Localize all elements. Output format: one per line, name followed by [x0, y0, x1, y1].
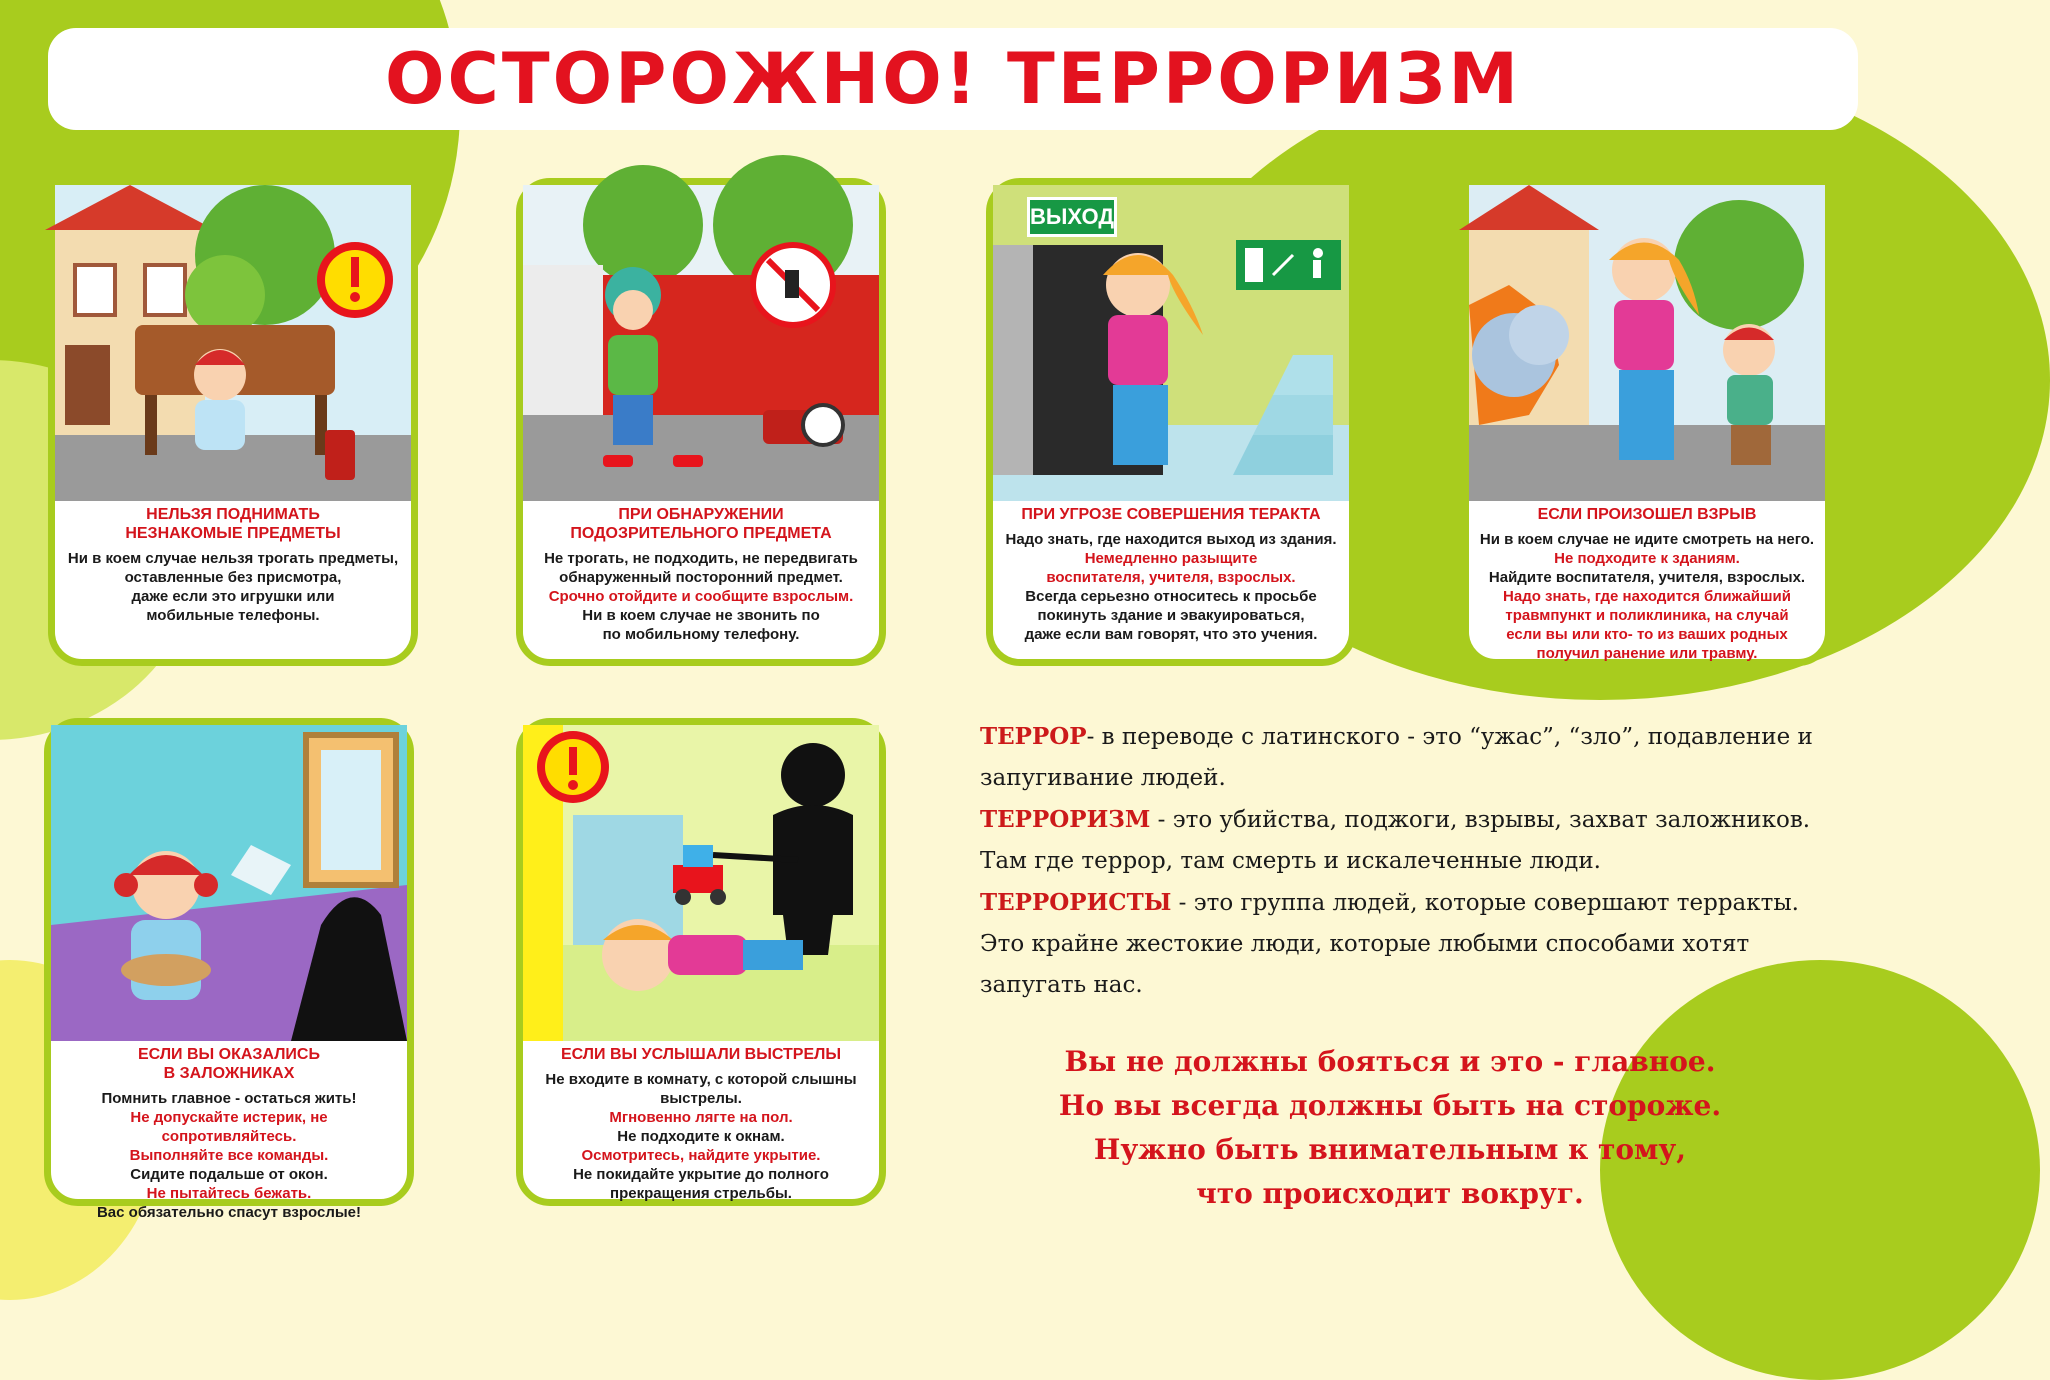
term: ТЕРРОРИЗМ [980, 806, 1151, 833]
girl-bench-illustration [55, 185, 411, 501]
card-illustration [1469, 185, 1825, 501]
card-line: обнаруженный посторонний предмет. [559, 569, 843, 586]
card-text [523, 1045, 879, 1209]
card-line: Ни в коем случае не идите смотреть на него. [1479, 531, 1815, 548]
card-line: оставленные без присмотра, [124, 569, 342, 586]
card-line: Не трогать, не подходить, не передвигать [544, 550, 858, 567]
definition-line [980, 965, 1840, 1006]
card-illustration [523, 185, 879, 501]
card-line: Найдите воспитателя, учителя, взрослых. [1488, 569, 1806, 586]
card-illustration [51, 725, 407, 1041]
slogan-line: Вы не должны бояться и это - главное. [1064, 1045, 1716, 1078]
definitions-block [980, 716, 1840, 1006]
definition-text: - это убийства, поджоги, взрывы, захват заложников. [1150, 807, 1811, 833]
explosion-illustration [1469, 185, 1825, 501]
card-text [523, 505, 879, 669]
card-title: ПРИ ОБНАРУЖЕНИИ ПОДОЗРИТЕЛЬНОГО ПРЕДМЕТА [570, 506, 832, 542]
slogan-line: что происходит вокруг. [1196, 1177, 1584, 1210]
page-title: ОСТОРОЖНО! ТЕРРОРИЗМ [385, 38, 1521, 120]
card-title: ЕСЛИ ПРОИЗОШЕЛ ВЗРЫВ [1537, 506, 1757, 523]
card-line: Ни в коем случае не звонить по [582, 607, 820, 624]
card-line: Осмотритесь, найдите укрытие. [581, 1147, 821, 1164]
card-title: ЕСЛИ ВЫ УСЛЫШАЛИ ВЫСТРЕЛЫ [560, 1046, 842, 1063]
card-title: ЕСЛИ ВЫ ОКАЗАЛИСЬ В ЗАЛОЖНИКАХ [138, 1046, 320, 1082]
card-explosion [1462, 178, 1832, 666]
card-line: Срочно отойдите и сообщите взрослым. [548, 588, 854, 605]
card-line: Надо знать, где находится ближайший [1503, 588, 1791, 605]
slogan-block [1040, 1040, 1740, 1216]
card-terror-threat [986, 178, 1356, 666]
card-line: даже если вам говорят, что это учения. [1024, 626, 1318, 643]
card-line: Мгновенно лягте на пол. [609, 1109, 793, 1126]
slogan-line: Но вы всегда должны быть на стороже. [1058, 1089, 1722, 1122]
card-line: Сидите подальше от окон. [130, 1166, 328, 1183]
card-line: даже если это игрушки или [131, 588, 335, 605]
card-line: Вас обязательно спасут взрослые! [96, 1204, 362, 1221]
card-title: НЕЛЬЗЯ ПОДНИМАТЬ НЕЗНАКОМЫЕ ПРЕДМЕТЫ [125, 506, 341, 542]
card-title: ПРИ УГРОЗЕ СОВЕРШЕНИЯ ТЕРАКТА [1021, 506, 1321, 523]
definition-text: - это группа людей, которые совершают терракты. [1171, 890, 1799, 916]
card-text [51, 1045, 407, 1221]
definition-text: Это крайне жестокие люди, которые любыми способами хотят [980, 931, 1750, 957]
card-line: прекращения стрельбы. [610, 1185, 792, 1202]
card-unknown-objects [48, 178, 418, 666]
term: ТЕРРОР [980, 723, 1087, 750]
definition-text: - в переводе с латинского - это “ужас”, “зло”, подавление и [1086, 724, 1813, 750]
card-line: воспитателя, учителя, взрослых. [1046, 569, 1296, 586]
title-banner [48, 28, 1858, 130]
card-suspicious-object [516, 178, 886, 666]
card-line: Не подходите к окнам. [617, 1128, 785, 1145]
exit-sign-label: ВЫХОД [1029, 204, 1115, 229]
card-text [55, 505, 411, 669]
card-line: Немедленно разыщите [1084, 550, 1258, 567]
definition-line [980, 882, 1840, 924]
card-line: Всегда серьезно относитесь к просьбе [1025, 588, 1317, 605]
card-line: Помнить главное - остаться жить! [101, 1090, 357, 1107]
card-line: получил ранение или травму. [1536, 645, 1758, 662]
girl-roller-illustration [523, 185, 879, 501]
definition-line [980, 758, 1840, 799]
card-line: Не допускайте истерик, не сопротивляйтесь. [130, 1109, 328, 1145]
hostage-illustration [51, 725, 407, 1041]
card-text [993, 505, 1349, 669]
card-line: покинуть здание и эвакуироваться, [1037, 607, 1305, 624]
card-line: Не пытайтесь бежать. [146, 1185, 312, 1202]
definition-text: запугать нас. [980, 972, 1143, 998]
card-shots [516, 718, 886, 1206]
card-illustration [55, 185, 411, 501]
card-hostages [44, 718, 414, 1221]
card-text [1469, 505, 1825, 669]
definition-line [980, 841, 1840, 882]
definition-text: Там где террор, там смерть и искалеченные люди. [980, 848, 1601, 874]
card-line: если вы или кто- то из ваших родных [1506, 626, 1788, 643]
term: ТЕРРОРИСТЫ [980, 889, 1172, 916]
definition-line [980, 799, 1840, 841]
card-line: Выполняйте все команды. [129, 1147, 329, 1164]
card-line: Не покидайте укрытие до полного [573, 1166, 829, 1183]
card-illustration [523, 725, 879, 1041]
shooting-illustration [523, 725, 879, 1041]
card-line: по мобильному телефону. [602, 626, 800, 643]
exit-sign [1027, 197, 1117, 237]
definition-text: запугивание людей. [980, 765, 1226, 791]
card-line: травмпункт и поликлиника, на случай [1505, 607, 1789, 624]
card-line: Ни в коем случае нельзя трогать предметы, [67, 550, 399, 567]
definition-line [980, 716, 1840, 758]
card-line: Надо знать, где находится выход из здания. [1005, 531, 1337, 548]
card-line: Не входите в комнату, с которой слышны [545, 1071, 857, 1088]
card-line: мобильные телефоны. [146, 607, 320, 624]
card-line: Не подходите к зданиям. [1554, 550, 1740, 567]
card-line: выстрелы. [660, 1090, 742, 1107]
definition-line [980, 924, 1840, 965]
card-illustration [993, 185, 1349, 501]
slogan-line: Нужно быть внимательным к тому, [1093, 1133, 1687, 1166]
